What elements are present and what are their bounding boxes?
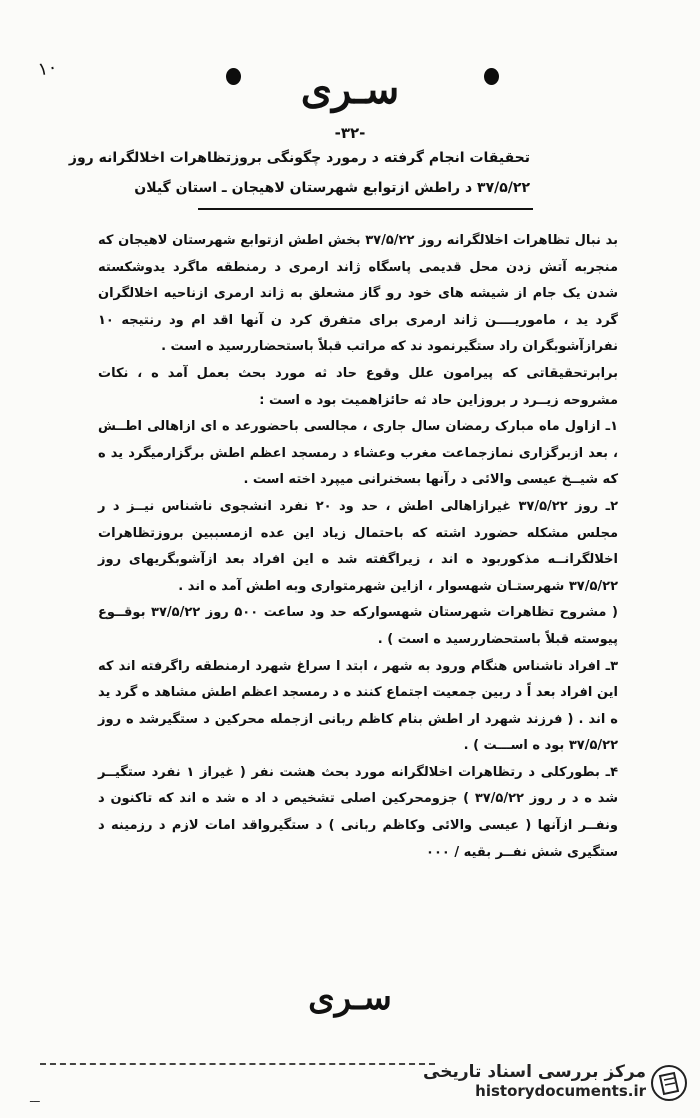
archive-logo-icon — [650, 1064, 688, 1102]
body-paragraph: برابرتحقیقاتی که پیرامون علل وقوع حاد ثه مورد بحث بعمل آمد ه ، نکات مشروحه زیــرد ر بروزاین حاد ثه حائزاهمیت بود ه است : — [98, 365, 618, 408]
watermark-url: historydocuments.ir — [475, 1082, 646, 1100]
footer-stamp: ـــ — [30, 1092, 40, 1105]
document-title-line-1: تحقیقات انجام گرفته د رمورد چگونگی بروزتظاهرات اخلالگرانه روز — [68, 150, 530, 166]
footer-dashed-rule — [40, 1063, 435, 1065]
body-paragraph: ۲ـ روز ۳۷/۵/۲۲ غیرازاهالی اطش ، حد ود ۲۰ نفرد انشجوی ناشناس نیــز د ر مجلس مشکله حضورد اشته که باحتمال زیاد این عده ازمسببین بروزتظاهرات اخلالگرانــه مذکوربود ه اند ، زیراگفته شد ه این افراد بعد ازآشوبگریهای روز ۳۷/۵/۲۲ شهرستـان شهسوار ، ازاین شهرمتواری وبه اطش آمد ه اند . — [98, 498, 618, 594]
body-paragraph: ۳ـ افراد ناشناس هنگام ورود به شهر ، ابتد ا سراغ شهرد ارمنطقه راگرفته اند که این افراد بعد اً د ربین جمعیت اجتماع کنند ه د رمسجد اعظم اطش مشاهد ه گرد ید ه اند . ( فرزند شهرد ار اطش بنام کاظم ربانی ازجمله محرکین د ستگیرشد ه روز ۳۷/۵/۲۲ بود ه اســـت ) . — [98, 658, 618, 754]
title-underline — [198, 208, 533, 210]
classification-footer: سـری — [308, 978, 392, 1018]
body-paragraph: ۴ـ بطورکلی د رتظاهرات اخلالگرانه مورد بحث هشت نفر ( غیراز ۱ نفرد ستگیــر شد ه د ر روز ۳۷/۵/۲۲ ) جزومحرکین اصلی تشخیص د اد ه شد ه اند که تاکنون د ونفــر ازآنها ( عیسی والائی وکاظم ربانی ) د ستگیرواقد امات لازم د رزمینه د ستگیری شش نفــر بقیه / ۰۰۰ — [98, 764, 618, 860]
body-paragraph: ( مشروح تظاهرات شهرستان شهسوارکه حد ود ساعت ۵۰۰ روز ۳۷/۵/۲۲ بوقــوع پیوسته قبلاً باستحضاررسید ه است ) . — [98, 605, 618, 647]
classification-header: سـری — [300, 66, 400, 113]
corner-handwritten-mark: ۱۰ — [36, 56, 60, 81]
document-title-line-2: ۳۷/۵/۲۲ د راطش ازتوابع شهرستان لاهیجان ـ استان گیلان — [134, 180, 530, 196]
watermark — [423, 1062, 646, 1100]
body-paragraph: ۱ـ ازاول ماه مبارک رمضان سال جاری ، مجالسی باحضورعد ه ای ازاهالی اطــش ، بعد ازبرگزاری نمازجماعت مغرب وعشاء د رمسجد اعظم اطش برگزارمیگرد ید ه که شیــخ عیسی والائی د رآنها بسخنرانی میپرد اخته است . — [98, 419, 618, 488]
watermark-name: مرکز بررسی اسناد تاریخی — [423, 1062, 646, 1082]
page-number: -۳۲- — [334, 124, 366, 142]
document-body — [98, 228, 618, 866]
body-paragraph: بد نبال تظاهرات اخلالگرانه روز ۳۷/۵/۲۲ بخش اطش ازتوابع شهرستان لاهیجان که منجربه آتش زدن محل قدیمی پاسگاه ژاند ارمری د رمنطقه ماگرد یدوشکسته شدن یک جام از شیشه های خود رو گاز مشعلق به ژاند ارمری ازناحیه اخلالگران گرد ید ، ماموریــــن ژاند ارمری برای متفرق کرد ن آنها اقد ام ود رنتیجه ۱۰ نفرازآشوبگران راد ستگیرنمود ند که مراتب قبلاً باستحضاررسید ه است . — [98, 233, 618, 355]
